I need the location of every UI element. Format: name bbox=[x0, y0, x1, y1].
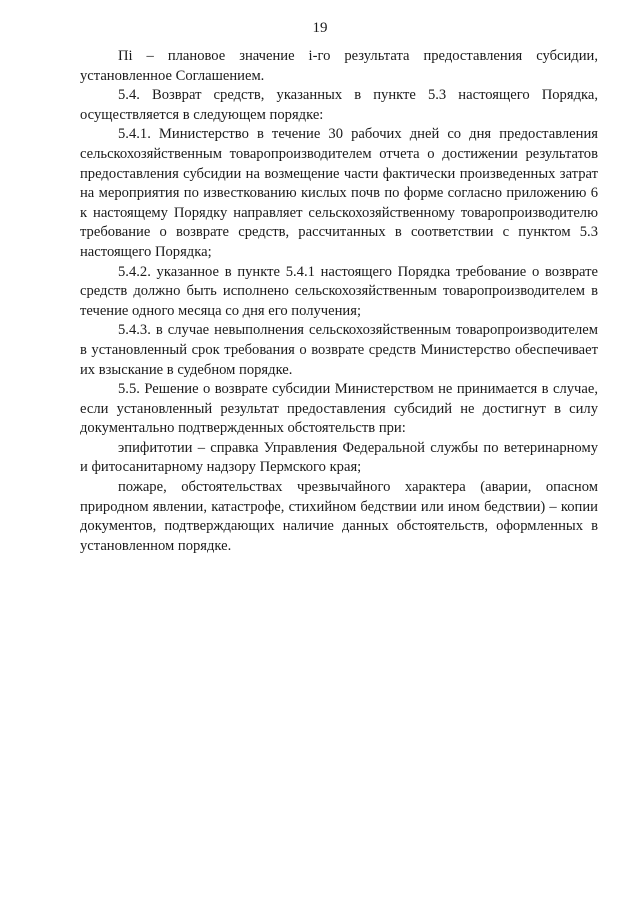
paragraph-5-4: 5.4. Возврат средств, указанных в пункте 5.3 настоящего Порядка, осуществляется в следующем порядке: bbox=[80, 87, 598, 123]
document-body bbox=[80, 47, 598, 556]
paragraph-5-4-1: 5.4.1. Министерство в течение 30 рабочих дней со дня предоставления сельскохозяйственным товаропроизводителем отчета о достижении результатов предоставления субсидии на возмещение части фактически произведенных затрат на мероприятия по известкованию кислых почв по форме согласно приложению 6 к настоящему Порядку направляет сельскохозяйственному товаропроизводителю требование о возврате средств, рассчитанных в соответствии с пунктом 5.3 настоящего Порядка; bbox=[80, 126, 598, 260]
paragraph-5-4-3: 5.4.3. в случае невыполнения сельскохозяйственным товаропроизводителем в установленный срок требования о возврате средств Министерство обеспечивает их взыскание в судебном порядке. bbox=[80, 322, 598, 378]
paragraph-fire-emergency: пожаре, обстоятельствах чрезвычайного характера (аварии, опасном природном явлении, катастрофе, стихийном бедствии или ином бедствии) – копии документов, подтверждающих наличие данных обстоятельств, оформленных в установленном порядке. bbox=[80, 479, 598, 554]
paragraph-pi-definition: Пi – плановое значение i-го результата предоставления субсидии, установленное Соглашением. bbox=[80, 48, 598, 84]
paragraph-5-5: 5.5. Решение о возврате субсидии Министерством не принимается в случае, если установленный результат предоставления субсидий не достигнут в силу документально подтвержденных обстоятельств при: bbox=[80, 381, 598, 437]
paragraph-5-4-2: 5.4.2. указанное в пункте 5.4.1 настоящего Порядка требование о возврате средств должно быть исполнено сельскохозяйственным товаропроизводителем в течение одного месяца со дня его получения; bbox=[80, 263, 598, 319]
page-number: 19 bbox=[312, 20, 328, 36]
paragraph-epiphytotic: эпифитотии – справка Управления Федеральной службы по ветеринарному и фитосанитарному надзору Пермского края; bbox=[80, 439, 598, 476]
